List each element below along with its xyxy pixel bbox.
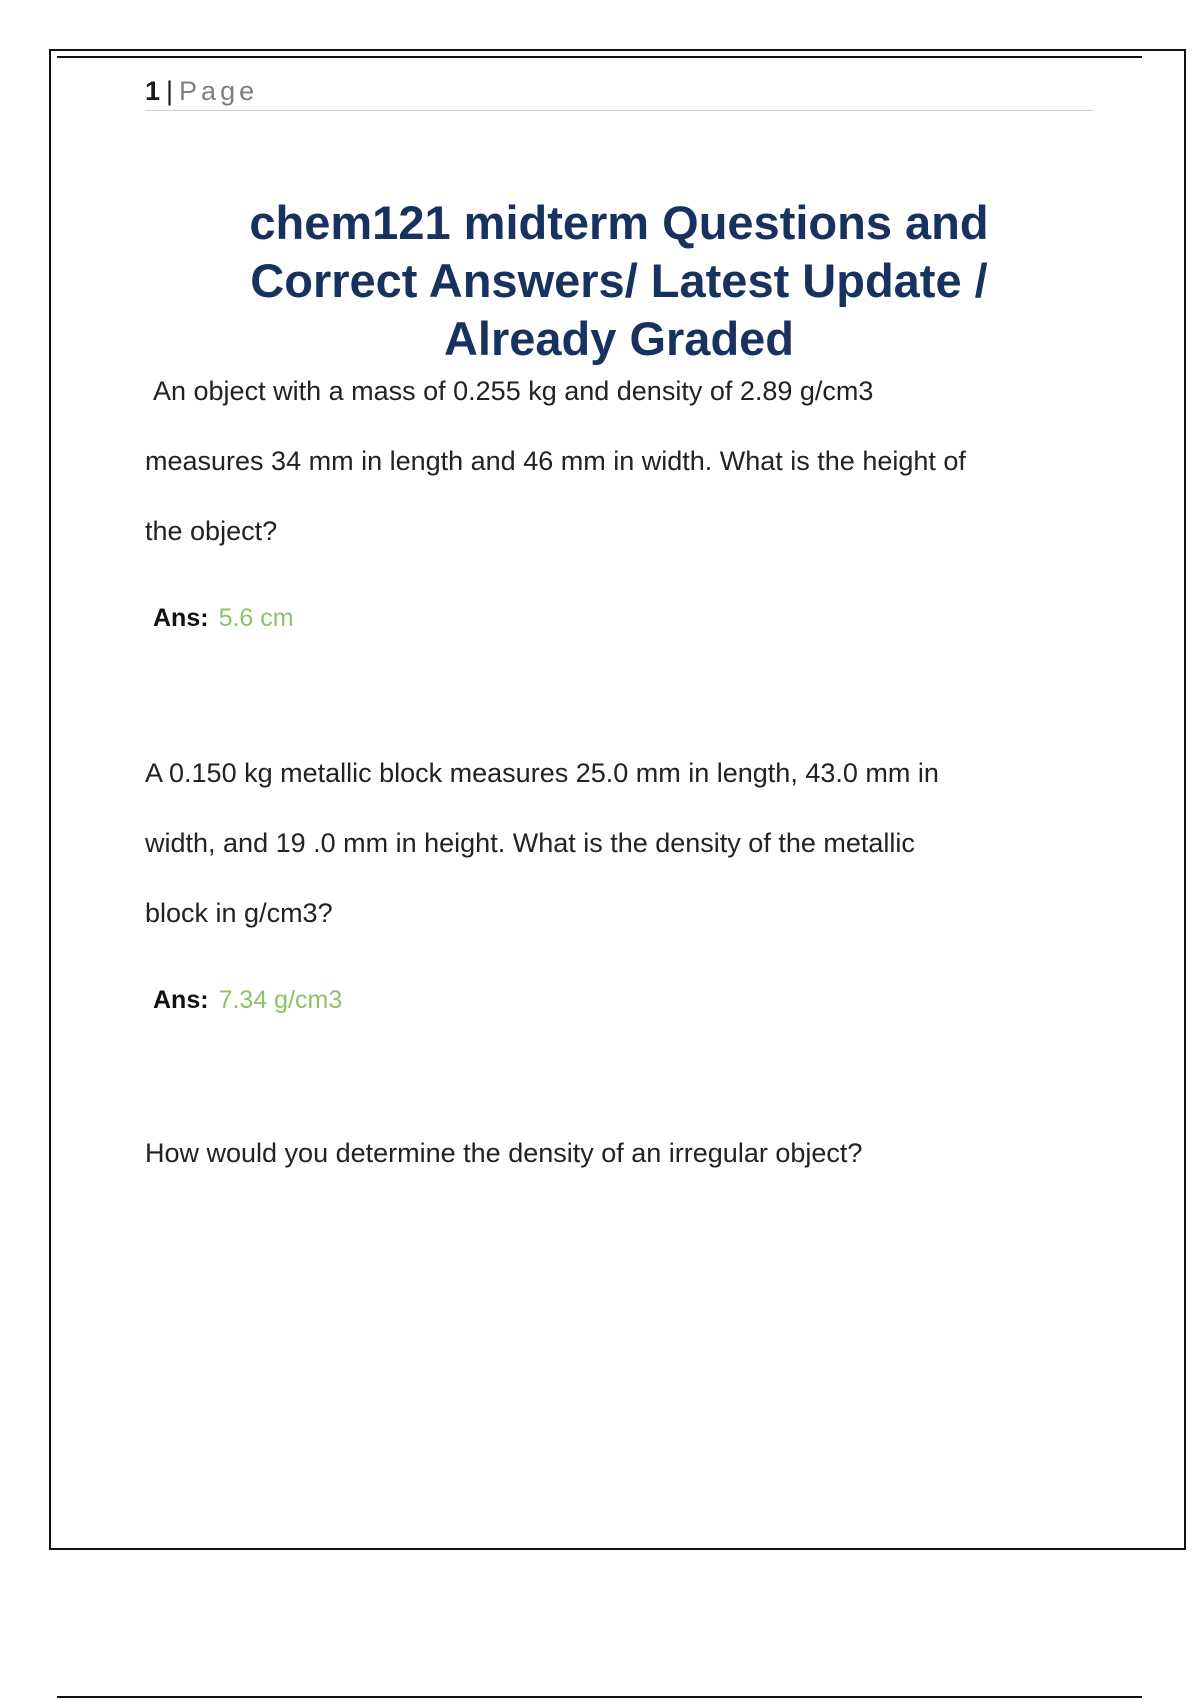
answer-value: 5.6 cm — [218, 604, 294, 632]
page-word: Page — [179, 76, 259, 106]
title-line: Already Graded — [443, 312, 795, 365]
answer-2 — [153, 982, 342, 1018]
page-number: 1 — [145, 76, 161, 106]
answer-value: 7.34 g/cm3 — [218, 986, 343, 1014]
question-2 — [145, 738, 1095, 948]
page-header — [145, 74, 1093, 111]
title-line: Correct Answers/ Latest Update / — [250, 254, 988, 307]
answer-1 — [153, 600, 294, 636]
answer-label: Ans: — [153, 986, 209, 1014]
question-3 — [145, 1118, 1095, 1188]
bottom-rule — [57, 1696, 1142, 1698]
answer-label: Ans: — [153, 604, 209, 632]
top-rule — [57, 56, 1142, 58]
question-line: width, and 19 .0 mm in height. What is the density of the metallic — [145, 828, 915, 858]
question-line: An object with a mass of 0.255 kg and density of 2.89 g/cm3 — [153, 376, 874, 406]
question-line: measures 34 mm in length and 46 mm in width. What is the height of — [145, 446, 966, 476]
question-line: the object? — [145, 516, 278, 546]
document-title — [145, 194, 1093, 368]
page-separator: | — [166, 76, 174, 106]
title-line: chem121 midterm Questions and — [249, 196, 989, 249]
question-line: A 0.150 kg metallic block measures 25.0 mm in length, 43.0 mm in — [145, 758, 939, 788]
question-line: How would you determine the density of an irregular object? — [145, 1138, 863, 1168]
question-1 — [145, 356, 1095, 566]
question-line: block in g/cm3? — [145, 898, 333, 928]
